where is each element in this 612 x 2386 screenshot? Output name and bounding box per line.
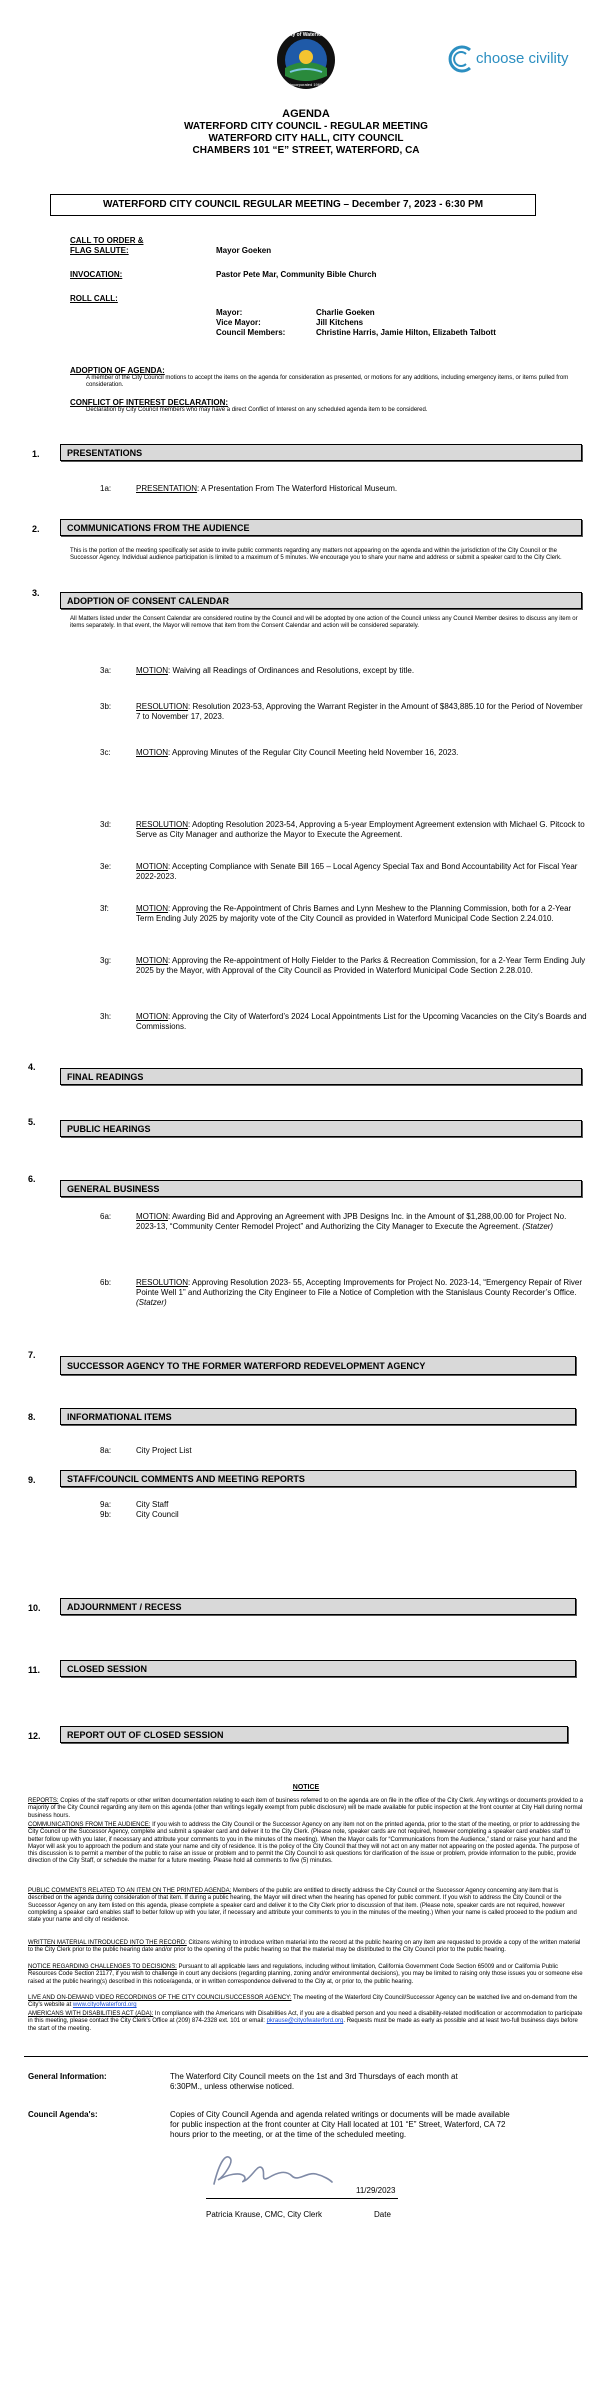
notice-public-comments [28,1888,584,1924]
item-3d-kind: RESOLUTION [136,820,189,829]
item-8a-number: 8a: [100,1446,112,1455]
notice-ada [28,2011,584,2033]
notice-challenges [28,1964,584,1986]
general-info-line-2: 6:30PM., unless otherwise noticed. [170,2082,295,2091]
item-6b-kind: RESOLUTION [136,1278,189,1287]
choose-civility-text: choose civility [476,50,569,67]
notice-reports-head: REPORTS: [28,1798,59,1804]
section-informational-items: INFORMATIONAL ITEMS [60,1408,576,1425]
section-3-text: All Matters listed under the Consent Calendar are considered routine by the Council and will be adopted by one action of the Council unless any Council Member desires to discuss any item or items separately. In that event, the Mayor will remove that item from the Consent Calendar and action will be considered separately. [70,616,578,630]
section-number-5: 5. [28,1117,36,1127]
item-3d-number: 3d: [100,820,112,829]
conflict-of-interest-text: Declaration by City Council members who may have a direct Conflict of Interest on any scheduled agenda item to be considered. [86,407,428,413]
seal-sublettering: Incorporated 1969 [289,82,323,87]
item-6b-number: 6b: [100,1278,112,1287]
invocation-label: INVOCATION: [70,270,123,279]
city-seal [276,30,336,90]
item-1a [136,484,588,494]
item-1a-text: : A Presentation From The Waterford Historical Museum. [197,484,398,493]
section-adjournment: ADJOURNMENT / RECESS [60,1598,576,1615]
general-info-label: General Information: [28,2072,107,2081]
item-3c-text: : Approving Minutes of the Regular City Council Meeting held November 16, 2023. [168,748,459,757]
section-communications: COMMUNICATIONS FROM THE AUDIENCE [60,519,582,536]
notice-ada-text: In compliance with the Americans with Disabilities Act, if you are a disabled person and you need a disability-related modification or accommodation to participate in this meeting, please contact the City Clerk’s Office at (209) 874-2328 ext. 101 or email: [28,2011,583,2025]
item-9a: City Staff [136,1500,169,1509]
notice-challenges-text: Pursuant to all applicable laws and regulations, including without limitation, California Government Code Section 65009 and or California Public Resources Code Section 21177, if you wish to challenge in court any decisions (regarding planning, zoning and/or environmental decisions), you may be limited to raising only those issues you or someone else raised at the public hearing(s) described in this notice/agenda, or in written correspondence delivered to the City at, or prior to, the public hearing. [28,1964,583,1985]
roll-role-mayor: Mayor: [216,308,243,317]
item-3a-text: : Waiving all Readings of Ordinances and Resolutions, except by title. [168,666,415,675]
agenda-subtitle-2: WATERFORD CITY HALL, CITY COUNCIL [208,133,404,144]
footer-divider [24,2056,588,2057]
item-6a-text: : Awarding Bid and Approving an Agreement with JPB Designs Inc. in the Amount of $1,288,00.00 for Project No. 2023-13, “Community Center Remodel Project” and Authorizing the City Manager to Execute the Agreement. [136,1212,567,1231]
item-3h-number: 3h: [100,1012,112,1021]
item-3d-text: : Adopting Resolution 2023-54, Approving a 5-year Employment Agreement extension with Michael G. Pitcock to Serve as City Manager and authorize the Mayor to Execute the Agreement. [136,820,585,839]
item-6b-tag: (Statzer) [136,1298,167,1307]
roll-call-label: ROLL CALL: [70,294,118,303]
adoption-of-agenda-text: A member of the City Council motions to accept the items on the agenda for consideration as presented, or motions for any additions, including emergency items, or items pulled from consideration. [86,375,569,389]
item-6b-text: : Approving Resolution 2023- 55, Accepting Improvements for Project No. 2023-14, “Emergency Repair of River Pointe Well 1” and Authorizing the City Engineer to File a Notice of Completion with the Stanislaus County Recorder’s Office. [136,1278,582,1297]
item-3a-kind: MOTION [136,666,168,675]
clerk-email-link[interactable]: pkrause@cityofwaterford.org [266,2018,344,2025]
roll-name-vice-mayor: Jill Kitchens [316,318,364,327]
item-3c-kind: MOTION [136,748,168,757]
notice-ada-tail: . Requests must be made as early as possible and at least two-full business days before the start of the meeting. [28,2018,578,2032]
item-3f [136,904,588,924]
section-number-4: 4. [28,1062,36,1072]
meeting-title-box: WATERFORD CITY COUNCIL REGULAR MEETING – December 7, 2023 - 6:30 PM [50,194,536,216]
section-number-2: 2. [32,524,40,534]
signature-line [206,2198,398,2199]
item-1a-kind: PRESENTATION [136,484,198,493]
section-number-6: 6. [28,1174,36,1184]
clerk-signature [206,2150,336,2194]
choose-civility-logo [448,44,588,74]
item-3f-text: : Approving the Re-Appointment of Chris Barnes and Lynn Meshew to the Planning Commission, both for a 2-Year Term Ending July 2025 by majority vote of the City Council as provided in Waterford Municipal Code Section 2.24.010. [136,904,572,923]
signature-date-label: Date [374,2210,391,2219]
council-agendas-label: Council Agenda's: [28,2110,98,2119]
seal-lettering: City of Waterford [285,32,327,38]
item-3g-kind: MOTION [136,956,168,965]
item-3h [136,1012,588,1032]
section-2-text: This is the portion of the meeting specifically set aside to invite public comments regarding any matters not appearing on the agenda and within the jurisdiction of the City Council or the Successor Agency. Individual audience participation is limited to a maximum of 5 minutes. We encourage you to share your name and address or submit a speaker card to the City Clerk. [70,548,562,562]
item-3b-number: 3b: [100,702,112,711]
city-website-link[interactable]: www.cityofwaterford.org [72,2002,137,2009]
notice-public-comments-head: PUBLIC COMMENTS RELATED TO AN ITEM ON THE PRINTED AGENDA: [28,1888,232,1894]
notice-live-video-text: The meeting of the Waterford City Council/Successor Agency can be watched live and on-demand from the City’s website at [28,1995,578,2009]
notice-communications-head: COMMUNICATIONS FROM THE AUDIENCE: [28,1822,151,1828]
notice-communications [28,1822,584,1866]
item-6b [136,1278,588,1308]
item-3e-number: 3e: [100,862,112,871]
section-number-1: 1. [32,449,40,459]
section-public-hearings: PUBLIC HEARINGS [60,1120,582,1137]
notice-written-material-head: WRITTEN MATERIAL INTRODUCED INTO THE RECORD: [28,1940,187,1946]
conflict-of-interest-label: CONFLICT OF INTEREST DECLARATION: [70,398,229,407]
item-3b-text: : Resolution 2023-53, Approving the Warrant Register in the Amount of $843,885.10 for the Period of November 7 to November 17, 2023. [136,702,583,721]
item-3h-text: : Approving the City of Waterford’s 2024 Local Appointments List for the Upcoming Vacancies on the City’s Boards and Commissions. [136,1012,587,1031]
item-3b-kind: RESOLUTION [136,702,189,711]
notice-reports [28,1798,584,1820]
section-presentations: PRESENTATIONS [60,444,582,461]
notice-reports-text: Copies of the staff reports or other written documentation relating to each item of business referred to on the agenda are on file in the office of the City Clerk. Any writings or documents provided to a majority of the City Council regarding any item on this agenda (other than writings legally exempt from public disclosure) will be made available for public inspection at the front counter at City Hall during normal business hours. [28,1798,583,1819]
item-3d [136,820,588,840]
section-staff-council-comments: STAFF/COUNCIL COMMENTS AND MEETING REPORTS [60,1470,576,1487]
notice-communications-text: If you wish to address the City Council or the Successor Agency on any item not on the printed agenda, prior to the start of the meeting, or prior to addressing the City Council or the Successor Agency, complete and submit a speaker card and deliver it to the City Clerk. (Please note, speaker cards are not required, however completing a speaker card enables staff to better follow up with you later, if necessary and attribute your comments to you in the minutes of the meeting). When the Mayor calls for “Communications from the Audience,” stand or raise your hand and the Mayor will ask you to approach the podium and state your name and city of residence. It is the policy of the City Council that they will not act on any matter not appearing on the posted agenda. The purpose of this discussion is to permit a member of the public to raise an issue or problem and to permit the City Council to ask questions for clarification of the issue or problem, provide information to the public, provide direction of the City Staff, or schedule the matter for a future meeting. Please hold all comments to five (5) minutes. [28,1822,580,1865]
invocation-value: Pastor Pete Mar, Community Bible Church [216,270,377,279]
item-3f-number: 3f: [100,904,109,913]
item-6a [136,1212,588,1232]
notice-written-material-text: Citizens wishing to introduce written material into the record at the public hearing on any item are requested to provide a copy of the written material to the City Clerk prior to the public hearing date and/or prior to the opening of the public hearing so that the material may be distributed to the City Council prior to the public hearing. [28,1940,581,1954]
notice-live-video-head: LIVE AND ON-DEMAND VIDEO RECORDINGS OF THE CITY COUNCIL/SUCCESSOR AGENCY: [28,1995,292,2001]
section-number-11: 11. [28,1665,41,1675]
roll-name-mayor: Charlie Goeken [316,308,375,317]
agenda-title: AGENDA [282,108,330,120]
flag-salute-label: FLAG SALUTE: [70,246,129,255]
section-consent-calendar: ADOPTION OF CONSENT CALENDAR [60,592,582,609]
signer-name: Patricia Krause, CMC, City Clerk [206,2210,323,2219]
section-report-out: REPORT OUT OF CLOSED SESSION [60,1726,568,1743]
item-3e-text: : Accepting Compliance with Senate Bill 165 – Local Agency Special Tax and Bond Accountability Act for Fiscal Year 2022-2023. [136,862,578,881]
item-3g-number: 3g: [100,956,112,965]
section-number-8: 8. [28,1412,36,1422]
item-3c [136,748,588,758]
notice-challenges-head: NOTICE REGARDING CHALLENGES TO DECISIONS: [28,1964,177,1970]
item-9b-number: 9b: [100,1510,112,1519]
item-3g [136,956,588,976]
item-3e [136,862,588,882]
item-8a: City Project List [136,1446,192,1455]
item-1a-number: 1a: [100,484,112,493]
council-agendas-text: Copies of City Council Agenda and agenda related writings or documents will be made available for public inspection at the front counter at City Hall located at 101 “E” Street, Waterford, CA 72 hours prior to the meeting, or at the time of the scheduled meeting. [170,2110,510,2139]
roll-role-vice-mayor: Vice Mayor: [216,318,261,327]
section-number-7: 7. [28,1350,36,1360]
call-to-order-value: Mayor Goeken [216,246,272,255]
item-3g-text: : Approving the Re-appointment of Holly Fielder to the Parks & Recreation Commission, for a 2-Year Term Ending July 2025 by the Mayor, with Approval of the City Council as Provided in Waterford Municipal Code Section 2.28.010. [136,956,586,975]
adoption-of-agenda-label: ADOPTION OF AGENDA: [70,366,165,375]
notice-ada-head: AMERICANS WITH DISABILITIES ACT (ADA): [28,2011,154,2017]
notice-live-video [28,1995,584,2010]
section-number-3: 3. [32,588,40,598]
section-number-12: 12. [28,1731,41,1741]
section-number-10: 10. [28,1603,41,1613]
section-final-readings: FINAL READINGS [60,1068,582,1085]
item-9a-number: 9a: [100,1500,112,1509]
notice-title: NOTICE [292,1784,320,1791]
item-3f-kind: MOTION [136,904,168,913]
item-6a-number: 6a: [100,1212,112,1221]
item-3e-kind: MOTION [136,862,168,871]
agenda-subtitle-1: WATERFORD CITY COUNCIL - REGULAR MEETING [184,121,428,132]
call-to-order-label: CALL TO ORDER & [70,236,144,245]
roll-role-council: Council Members: [216,328,286,337]
item-6a-kind: MOTION [136,1212,168,1221]
item-3b [136,702,588,722]
general-info-text [170,2072,530,2092]
roll-name-council: Christine Harris, Jamie Hilton, Elizabeth Talbott [316,328,496,337]
section-closed-session: CLOSED SESSION [60,1660,576,1677]
general-info-line-1: The Waterford City Council meets on the 1st and 3rd Thursdays of each month at [170,2072,458,2081]
item-6a-tag: (Statzer) [522,1222,554,1231]
section-general-business: GENERAL BUSINESS [60,1180,582,1197]
section-successor-agency: SUCCESSOR AGENCY TO THE FORMER WATERFORD REDEVELOPMENT AGENCY [60,1356,576,1375]
item-9b: City Council [136,1510,179,1519]
signature-date: 11/29/2023 [356,2186,396,2195]
item-3c-number: 3c: [100,748,111,757]
item-3a-number: 3a: [100,666,112,675]
item-3a [136,666,588,676]
section-number-9: 9. [28,1475,36,1485]
notice-written-material [28,1940,584,1955]
agenda-subtitle-3: CHAMBERS 101 “E” STREET, WATERFORD, CA [192,145,420,156]
notice-public-comments-text: Members of the public are entitled to directly address the City Council or the Successor Agency concerning any item that is described on the agenda during consideration of that item. If during a public hearing, the Mayor will direct when the hearing has opened for public comment. If you wish to address the City Council or the Successor Agency on any item listed on this agenda, please complete a speaker card and deliver it to the City Clerk prior to discussion of that item. (Please note, speaker cards are not required, however completing a speaker card enables staff to better follow up with you later, if necessary and attribute your comments to you in the minutes of the meeting.) When your name is called proceed to the podium and state your name and city of residence. [28,1888,577,1924]
item-3h-kind: MOTION [136,1012,168,1021]
